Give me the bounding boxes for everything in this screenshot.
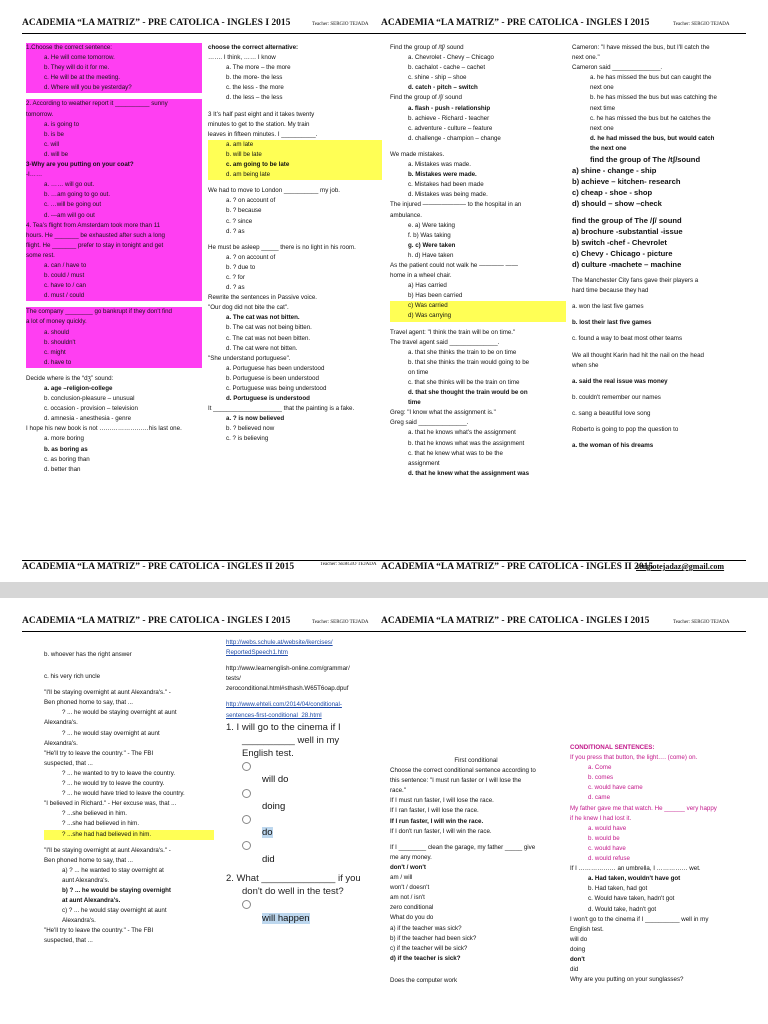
text-line: If I must run faster, I will lose the race.	[390, 797, 494, 805]
text-line: a) brochure -substantial -issue	[572, 227, 683, 237]
text-line: don't / won't	[390, 863, 426, 871]
text-line: a. The cat was not bitten.	[226, 314, 300, 322]
text-line: Does the computer work	[390, 976, 458, 984]
text-line: choose the correct alternative:	[208, 44, 299, 51]
column-1	[44, 650, 214, 947]
text-line: c) cheap - shoe - shop	[572, 188, 653, 198]
text-line: b. is be	[26, 130, 202, 140]
text-line: b. shouldn't	[26, 338, 202, 348]
text-line: find the group of The /ʃ/ sound	[572, 216, 682, 226]
text-line: a. ? on account of	[226, 253, 276, 261]
text-line: d. ? as	[226, 227, 245, 235]
text-line: c. might	[26, 348, 202, 358]
text-line: "Our dog did not bite the cat".	[208, 304, 289, 312]
text-line: next one	[590, 84, 614, 92]
text-line: d. would refuse	[588, 855, 630, 863]
text-line: The Manchester City fans gave their players a	[572, 277, 699, 285]
text-line: Rewrite the sentences in Passive voice.	[208, 294, 318, 302]
text-line: me any money.	[390, 853, 432, 861]
option-will-do[interactable]	[226, 760, 386, 773]
text-line: b. ? due to	[226, 263, 256, 271]
text-line: If I ran faster, I will lose the race.	[390, 807, 479, 815]
text-line: b) achieve – kitchen- research	[572, 177, 681, 187]
text-line: a. that she thinks the train to be on time	[408, 348, 517, 356]
text-line: Why are you putting on your sunglasses?	[570, 976, 684, 984]
text-line: a. …… will go out.	[26, 180, 202, 190]
text-line: c. The cat was not been bitten.	[226, 334, 311, 342]
text-line: will do	[570, 935, 588, 943]
text-line: a. Mistakes was made.	[408, 161, 471, 169]
text-line: My father gave me that watch. He ______ very happy	[570, 804, 717, 812]
option-will-do-label: will do	[262, 774, 289, 786]
text-line: Greg: "I know what the assignment is."	[390, 409, 496, 417]
text-line: c. ? is believing	[226, 435, 269, 443]
text-line: d. that he knew what the assignment was	[408, 469, 530, 477]
text-line: a) shine - change - ship	[572, 166, 657, 176]
text-line: b. couldn't remember our names	[572, 393, 661, 401]
text-line: did	[570, 966, 579, 974]
text-line: d. he had missed the bus, but would catch	[590, 134, 715, 142]
text-line: First conditional	[454, 757, 498, 764]
text-line: b. Had taken, had got	[588, 885, 648, 893]
text-line: flight. He _______ prefer to stay in tonight and get	[26, 241, 202, 251]
text-line: b. that she thinks the train would going to be	[408, 358, 530, 366]
text-line: b. as boring as	[44, 445, 88, 453]
text-line: a. that he knows what's the assignment	[408, 429, 516, 437]
page-footer	[0, 562, 768, 576]
footer-email[interactable]: sergiotejadaz@gmail.com	[636, 562, 725, 571]
text-line: d. am being late	[208, 170, 382, 180]
text-line: a. flash - push - relationship	[408, 104, 491, 112]
text-line: a) ? ... he wanted to stay overnight at	[62, 866, 164, 874]
text-line: ? ...she had believed in him.	[62, 820, 140, 828]
column-3	[390, 43, 566, 479]
text-line: Alexandra's.	[62, 917, 96, 925]
text-line: Cameron: "I have missed the bus, but I'll catch the	[572, 44, 710, 51]
text-line: Greg said ______________.	[390, 419, 469, 427]
radio-icon[interactable]	[242, 815, 251, 824]
option-doing-label: doing	[262, 800, 286, 812]
text-line: c. that he knew what was to be the	[408, 449, 503, 457]
question-1: 1. I will go to the cinema if I	[226, 721, 341, 733]
url-learnenglish-cont: tests/	[226, 675, 241, 683]
text-line: ? ... he would have tried to leave the country.	[62, 790, 185, 798]
text-line: on time	[408, 368, 429, 376]
text-line: a. He will come tomorrow.	[26, 53, 202, 63]
text-line: zero conditional	[390, 904, 434, 912]
footer-teacher: Teacher: SERGIO TEJADA	[320, 562, 377, 567]
text-line: c. as boring than	[44, 455, 90, 463]
question-2: 2. What ______________ if you	[226, 872, 361, 884]
text-line: d. ---am will go out	[26, 211, 202, 221]
text-line: some rest.	[26, 251, 202, 261]
text-line: c. ? for	[226, 273, 245, 281]
text-line: am / will	[390, 874, 413, 882]
text-line: Find the group of /ʃ/ sound	[390, 94, 462, 102]
text-line: As the patient could not walk he ———— ——	[390, 261, 518, 269]
text-line: We had to move to London __________ my job.	[208, 187, 340, 195]
text-line: this sentence: "I must run faster or I will lose the	[390, 777, 522, 785]
text-line: If I don't run faster, I will win the race.	[390, 827, 492, 835]
text-line: d. catch - pitch – switch	[408, 84, 478, 92]
text-line: next one	[590, 124, 614, 132]
text-line: ? ...she had had believed in him.	[44, 830, 214, 840]
text-line: d. The cat were not bitten.	[226, 344, 298, 352]
text-line: "I'll be staying overnight at aunt Alexandra's." -	[44, 846, 171, 854]
text-line: b) if the teacher had been sick?	[390, 934, 477, 942]
text-line: a. he has missed the bus but can caught the	[590, 74, 712, 82]
header-rule	[22, 33, 746, 34]
worksheet-page-2	[0, 598, 768, 1024]
question-2-cont: don't do well in the test?	[242, 886, 344, 898]
text-line: a. the woman of his dreams	[572, 442, 654, 450]
text-line: ? ... he would be staying overnight at aunt	[62, 709, 177, 717]
text-line: a. should	[26, 328, 202, 338]
option-will-happen-label: will happen	[262, 912, 310, 924]
text-line: "He'll try to leave the country." - The FBI	[44, 927, 154, 935]
text-line: won't / doesn't	[390, 884, 430, 892]
column-4	[570, 743, 748, 985]
footer-left: ACADEMIA “LA MATRIZ” - PRE CATOLICA - INGLÉS II 2015	[22, 562, 295, 572]
text-line: ambulance.	[390, 211, 422, 219]
text-line: when she	[572, 361, 599, 369]
text-line: c. his very rich uncle	[44, 673, 101, 681]
text-line: leaves in fifteen minutes. I __________.	[208, 130, 318, 138]
text-line: Alexandra's.	[44, 739, 78, 747]
text-line: c. sang a beautiful love song	[572, 409, 651, 417]
header-left: ACADEMIA “LA MATRIZ” - PRE CATOLICA - INGLÉS I 2015	[22, 616, 291, 626]
link-ehteli-cont[interactable]: sentences-first-conditional_28.html	[226, 711, 322, 719]
text-line: 4. Tea’s flight from Amsterdam took more than 11	[26, 221, 202, 231]
text-line: ? ... he would try to leave the country.	[62, 780, 165, 788]
text-line: Travel agent: "I think the train will be on time."	[390, 328, 516, 336]
text-line: b. conclusion-pleasure – unusual	[44, 395, 135, 403]
text-line: Ben phoned home to say, that ...	[44, 699, 133, 707]
text-line: a. am late	[208, 140, 382, 150]
text-line: Decide where is the “dʒ” sound:	[26, 374, 114, 382]
link-ehteli[interactable]: http://www.ehteli.com/2014/04/conditional-	[226, 701, 342, 709]
text-line: a. The more – the more	[226, 64, 291, 72]
text-line: Ben phoned home to say, that ...	[44, 856, 133, 864]
text-line: b) Has been carried	[408, 292, 463, 300]
text-line: time	[408, 399, 421, 407]
text-line: c) ? ... he would stay overnight at aunt	[62, 907, 167, 915]
text-line: b. Portuguese is been understood	[226, 374, 319, 382]
text-line: d. ? as	[226, 284, 245, 292]
column-2	[208, 43, 382, 445]
text-line: b. They will do it for me.	[26, 63, 202, 73]
text-line: d) if the teacher is sick?	[390, 954, 461, 962]
text-line: d. better than	[44, 465, 81, 473]
text-line: If I run faster, I will win the race.	[390, 817, 484, 825]
text-line: b. …am going to go out.	[26, 190, 202, 200]
column-1	[26, 43, 202, 475]
text-line: a. won the last five games	[572, 303, 644, 311]
text-line: d) should – show –check	[572, 199, 662, 209]
text-line: What do you do	[390, 914, 434, 922]
text-line: The injured ——————— to the hospital in an	[390, 201, 522, 209]
text-line: Find the group of /tʃ/ sound	[390, 44, 464, 51]
text-line: b. would be	[588, 834, 620, 842]
text-line: d) Was carrying	[390, 311, 566, 321]
header-teacher: Teacher: SERGIO TEJADA	[312, 620, 369, 625]
text-line: b. cachalot - cache – cachet	[408, 64, 486, 72]
page-header-top	[0, 18, 768, 32]
text-line: c. Would have taken, hadn't got	[588, 895, 675, 903]
text-line: don't	[570, 955, 585, 963]
text-line: "He'll try to leave the country." - The FBI	[44, 749, 154, 757]
column-4	[572, 43, 748, 451]
footer-right: ACADEMIA “LA MATRIZ” - PRE CATOLICA - INGLÉS II 2015	[381, 562, 654, 572]
text-line: c. would have	[588, 844, 626, 852]
text-line: d. Where will you be yesterday?	[26, 83, 202, 93]
column-2	[226, 638, 386, 925]
option-doing[interactable]	[226, 787, 386, 800]
text-line: race."	[390, 787, 406, 795]
text-line: a. Portuguese has been understood	[226, 364, 325, 372]
text-line: We all thought Karin had hit the nail on the head	[572, 351, 704, 359]
text-line: If I ……………… an umbrella, I …………… wet.	[570, 865, 701, 873]
header-right: ACADEMIA “LA MATRIZ” - PRE CATOLICA - INGLÉS I 2015	[381, 18, 650, 28]
text-line: c. will	[26, 140, 202, 150]
text-line: d. will be	[26, 150, 202, 160]
text-line: Alexandra's.	[44, 719, 78, 727]
text-line: b) switch -chef - Chevrolet	[572, 238, 667, 248]
text-line: hours. He _______ be exhausted after such a long	[26, 231, 202, 241]
text-line: assignment	[408, 459, 440, 467]
text-line: tomorrow.	[26, 110, 202, 120]
text-line: b. that he knows what was the assignment	[408, 439, 525, 447]
text-line: c. adventure - culture – feature	[408, 124, 493, 132]
text-line: d. came	[588, 794, 611, 802]
text-line: He must be asleep _____ there is no light in his room.	[208, 243, 356, 251]
text-line: suspected, that ...	[44, 937, 93, 945]
text-line: -I……	[26, 170, 202, 180]
option-did[interactable]	[226, 839, 386, 852]
text-line: a. can / have to	[26, 261, 202, 271]
text-line: a. is going to	[26, 120, 202, 130]
text-line: b. ? believed now	[226, 425, 275, 433]
option-do-label: do	[262, 827, 273, 839]
header-teacher-right: Teacher: SERGIO TEJADA	[673, 22, 730, 27]
text-line: c. am going to be late	[208, 160, 382, 170]
text-line: b) ? ... he would be staying overnight	[62, 886, 171, 894]
text-line: CONDITIONAL SENTENCES:	[570, 744, 655, 751]
text-line: b. The cat was not being bitten.	[226, 324, 312, 332]
text-line: c. that she thinks will be the train on time	[408, 379, 520, 386]
text-line: a. Had taken, wouldn't have got	[588, 875, 681, 883]
text-line: next one."	[572, 54, 600, 62]
text-line: The travel agent said ______________.	[390, 338, 500, 346]
text-line: Cameron said ______________.	[572, 64, 663, 72]
text-line: c) Chevy - Chicago - picture	[572, 249, 673, 259]
text-line: c. he has missed the bus but he catches the	[590, 114, 711, 122]
text-line: find the group of The /tʃ/sound	[590, 155, 701, 165]
text-line: b. ? because	[226, 207, 262, 215]
text-line: ? ... he would stay overnight at aunt	[62, 729, 160, 737]
link-reported-speech[interactable]: http://webs.schule.at/website/ikercises/	[226, 639, 333, 646]
text-line: It ____________________ that the painting is a fake.	[208, 405, 355, 413]
text-line: c. occasion - provision – television	[44, 405, 138, 413]
text-line: 2. According to weather report it __________ sunny	[26, 99, 202, 109]
text-line: doing	[570, 945, 586, 953]
text-line: d. the less – the less	[226, 94, 283, 102]
text-line: if he knew I had lost it.	[570, 814, 632, 822]
text-line: e. a) Were taking	[408, 221, 456, 229]
text-line: b. comes	[588, 774, 614, 782]
header-right: ACADEMIA “LA MATRIZ” - PRE CATOLICA - INGLÉS I 2015	[381, 616, 650, 626]
option-did-label: did	[262, 853, 275, 865]
text-line: d. amnesia - anesthesia - genre	[44, 415, 132, 423]
text-line: f. b) Was taking	[408, 231, 451, 239]
radio-icon[interactable]	[242, 841, 251, 850]
text-line: c) if the teacher will be sick?	[390, 944, 468, 952]
text-line: b. the more- the less	[226, 74, 283, 82]
text-line: h. d) Have taken	[408, 251, 454, 259]
text-line: ……. I think, …… I know	[208, 54, 276, 62]
text-line: "I believed in Richard." - Her excuse was, that ...	[44, 800, 177, 808]
text-line: ? ...she believed in him.	[62, 810, 128, 818]
radio-icon[interactable]	[242, 789, 251, 798]
text-line: a lot of money quickly.	[26, 317, 202, 327]
text-line: the next one	[590, 144, 627, 152]
text-line: d. must / could	[26, 291, 202, 301]
text-line: Choose the correct conditional sentence according to	[390, 767, 536, 775]
header-teacher: Teacher: SERGIO TEJADA	[312, 22, 369, 27]
text-line: Roberto is going to pop the question to	[572, 425, 679, 433]
text-line: c. found a way to beat most other teams	[572, 335, 683, 343]
question-1-cont: __________ well in my	[242, 734, 340, 746]
text-line: a. would have	[588, 824, 627, 832]
text-line: c. have to / can	[26, 281, 202, 291]
option-will-happen[interactable]	[226, 898, 386, 911]
header-left: ACADEMIA “LA MATRIZ” - PRE CATOLICA - INGLÉS I 2015	[22, 18, 291, 28]
text-line: a. more boring	[44, 435, 84, 443]
header-teacher-right: Teacher: SERGIO TEJADA	[673, 620, 730, 625]
text-line: "She understand portuguese".	[208, 354, 291, 362]
text-line: 1.Choose the correct sentence:	[26, 43, 202, 53]
text-line: next time	[590, 104, 616, 112]
text-line: minutes to get to the station. My train	[208, 120, 310, 128]
text-line: b. achieve - Richard - teacher	[408, 114, 490, 122]
text-line: c. He will be at the meeting.	[26, 73, 202, 83]
text-line: b. he has missed the bus but was catching the	[590, 94, 717, 102]
link-reported-speech-cont[interactable]: ReportedSpeech1.htm	[226, 649, 288, 657]
text-line: c. shine - ship – shoe	[408, 74, 467, 82]
header-rule	[22, 631, 746, 632]
radio-icon[interactable]	[242, 762, 251, 771]
text-line: d. Mistakes was being made.	[408, 191, 488, 199]
page2-header	[0, 616, 768, 630]
text-line: suspected, that ...	[44, 759, 93, 767]
text-line: The company ________ go bankrupt if they don't find	[26, 307, 202, 317]
text-line: a. said the real issue was money	[572, 377, 668, 385]
text-line: d) culture -machete – machine	[572, 260, 682, 270]
text-line: am not / isn't	[390, 894, 425, 902]
text-line: If I ________ clean the garage, my father _____ give	[390, 843, 536, 851]
text-line: at aunt Alexandra's.	[62, 897, 121, 905]
text-line: c. Portuguese was being understood	[226, 385, 327, 392]
text-line: aunt Alexandra's.	[62, 876, 110, 884]
text-line: a. Chevrolet - Chevy – Chicago	[408, 54, 494, 62]
text-line: d. Portuguese is understood	[226, 395, 310, 403]
text-line: hard time because they had	[572, 287, 649, 295]
text-line: c) Was carried	[390, 301, 566, 311]
text-line: 3-Why are you putting on your coat?	[26, 160, 202, 170]
text-line: I won't go to the cinema if I __________ well in my	[570, 915, 709, 923]
text-line: a. age –religion-college	[44, 385, 113, 392]
text-line: g. c) Were taken	[408, 241, 456, 249]
text-line: d. Would take, hadn't got	[588, 905, 657, 913]
question-1-cont2: English test.	[242, 748, 294, 760]
url-learnenglish: http://www.learnenglish-online.com/grammar/	[226, 665, 350, 673]
text-line: a) Has carried	[408, 282, 447, 290]
text-line: English test.	[570, 925, 604, 933]
option-do[interactable]	[226, 813, 386, 826]
text-line: d. challenge - champion – change	[408, 134, 501, 142]
text-line: I hope his new book is not ……………………his last one.	[26, 425, 182, 433]
text-line: a. ? is now believed	[226, 415, 285, 423]
text-line: c. the less - the more	[226, 84, 284, 92]
text-line: a) if the teacher was sick?	[390, 924, 462, 932]
text-line: c. would have came	[588, 784, 643, 792]
text-line: b. could / must	[26, 271, 202, 281]
url-learnenglish-cont2: zeroconditional.html#sthash.W65T6oap.dpuf	[226, 685, 349, 693]
footer-rule	[22, 560, 746, 561]
text-line: c. ? since	[226, 217, 253, 225]
text-line: ? ... he wanted to try to leave the country.	[62, 769, 176, 777]
text-line: b. will be late	[208, 150, 382, 160]
text-line: c. …will be going out	[26, 200, 202, 210]
text-line: b. Mistakes were made.	[408, 171, 477, 179]
text-line: home in a wheel chair.	[390, 272, 452, 280]
text-line: a. Come	[588, 764, 612, 772]
text-line: We made mistakes.	[390, 150, 445, 158]
text-line: d. have to	[26, 358, 202, 368]
text-line: "I'll be staying overnight at aunt Alexandra's." -	[44, 689, 171, 697]
column-3	[390, 756, 562, 986]
radio-icon[interactable]	[242, 900, 251, 909]
text-line: 3 It’s half past eight and it takes twenty	[208, 110, 315, 118]
text-line: a. ? on account of	[226, 197, 276, 205]
text-line: If you press that button, the light…. (come) on.	[570, 754, 698, 762]
text-line: b. whoever has the right answer	[44, 651, 132, 658]
text-line: c. Mistakes had been made	[408, 181, 484, 189]
text-line: b. lost their last five games	[572, 319, 652, 327]
text-line: d. that she thought the train would be on	[408, 389, 528, 397]
